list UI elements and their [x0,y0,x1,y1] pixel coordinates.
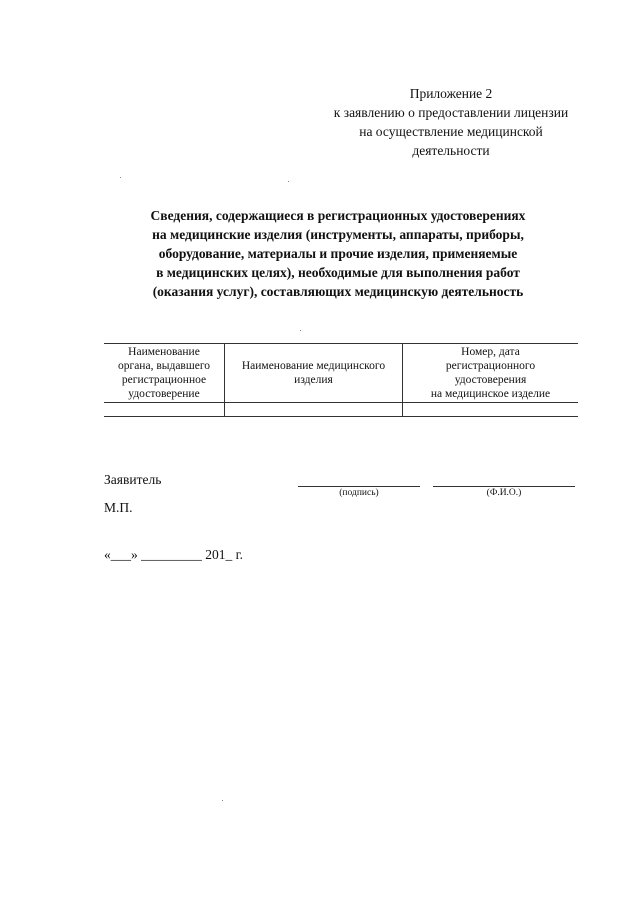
title-line: на медицинские изделия (инструменты, аппараты, приборы, [152,227,524,242]
header-text: на медицинское изделие [430,388,551,400]
header-text: Наименование медицинского [241,360,386,372]
header-cell-issuing-authority [104,345,224,401]
scan-speck [120,177,121,178]
appendix-line: к заявлению о предоставлении лицензии [333,105,569,120]
table-bottom-border [104,416,578,417]
header-text: удостоверения [454,374,527,386]
scan-speck [288,181,289,182]
header-text: регистрационное [121,374,207,386]
header-text: Наименование [128,346,200,358]
table-top-border [104,343,578,344]
title-line: в медицинских целях), необходимые для выполнения работ [156,265,520,280]
header-text: органа, выдавшего [117,360,210,372]
signature-line [298,486,420,487]
scan-speck [222,800,223,801]
info-table [104,343,578,417]
document-title [100,206,576,301]
header-text: Номер, дата [461,346,520,358]
appendix-line: деятельности [412,143,490,158]
full-name-line [433,486,575,487]
scan-speck [300,330,301,331]
table-header-border [104,402,578,403]
appendix-line: на осуществление медицинской [359,124,543,139]
header-text: изделия [294,374,333,386]
appendix-line: Приложение 2 [409,86,493,101]
stamp-label: М.П. [104,500,133,515]
title-line: Сведения, содержащиеся в регистрационных удостоверениях [150,208,526,223]
full-name-caption: (Ф.И.О.) [486,488,522,498]
header-text: регистрационного [445,360,536,372]
date-field: «___» _________ 201_ г. [104,547,244,562]
title-line: оборудование, материалы и прочие изделия, применяемые [158,246,518,261]
header-cell-device-name [225,359,402,387]
header-text: удостоверение [128,388,200,400]
signature-caption: (подпись) [339,488,379,498]
applicant-label: Заявитель [104,472,162,487]
title-line: (оказания услуг), составляющих медицинскую деятельность [152,284,524,299]
appendix-note [296,84,606,160]
header-cell-certificate-number [403,345,578,401]
